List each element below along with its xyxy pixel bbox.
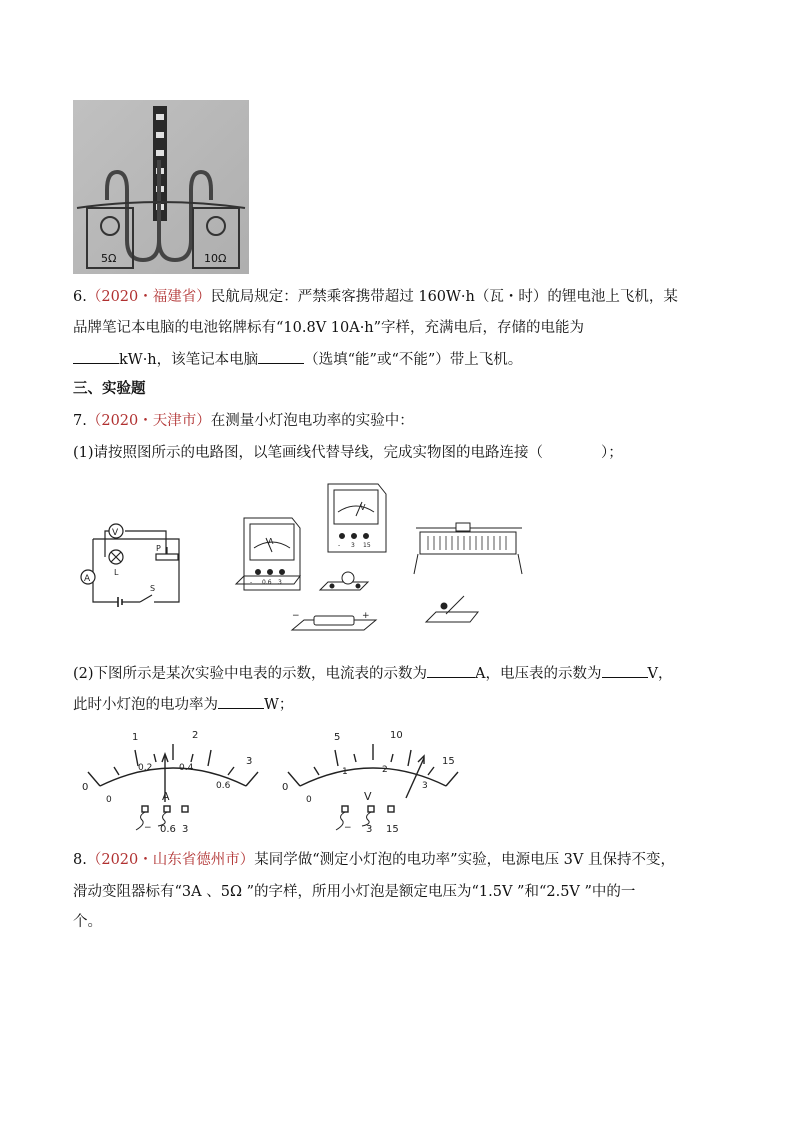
svg-text:2: 2 — [382, 765, 388, 775]
circuit-s: S — [150, 584, 156, 593]
answer-blank[interactable] — [427, 663, 475, 678]
q6-line3 — [73, 349, 522, 370]
svg-text:3: 3 — [182, 824, 189, 835]
q8-text: 某同学做“测定小灯泡的电功率”实验，电源电压 3V 且保持不变， — [254, 852, 675, 868]
q7-part2-line2 — [73, 694, 293, 715]
svg-text:10: 10 — [390, 730, 403, 741]
answer-blank[interactable] — [218, 694, 264, 709]
q8-number: 8. — [73, 852, 87, 868]
svg-text:0.6: 0.6 — [262, 579, 272, 586]
svg-text:3: 3 — [351, 542, 355, 549]
q7-part2-line2-text: 此时小灯泡的电功率为 — [73, 697, 218, 713]
svg-text:V: V — [364, 790, 372, 803]
q7-part2-line1 — [73, 663, 673, 684]
am-outer-2: 2 — [192, 730, 199, 741]
label-5ohm: 5Ω — [101, 252, 117, 265]
voltmeter-dial — [278, 722, 468, 840]
q8-line2: 滑动变阻器标有“3A 、5Ω ”的字样，所用小灯泡是额定电压为“1.5V ”和“2.5V ”中的一 — [73, 884, 636, 900]
q7-source: （2020・天津市） — [86, 413, 211, 429]
svg-text:5: 5 — [334, 732, 341, 743]
am-inner-3: 0.6 — [216, 781, 231, 791]
svg-text:-: - — [338, 542, 341, 549]
q8-line1 — [73, 850, 675, 870]
q7-number: 7. — [73, 413, 87, 429]
svg-text:3: 3 — [366, 824, 373, 835]
svg-text:0.6: 0.6 — [160, 824, 176, 835]
circuit-p: P — [156, 544, 161, 553]
ammeter-dial — [78, 722, 268, 840]
q7-part2-line2-end: W； — [264, 697, 294, 713]
q7-text: 在测量小灯泡电功率的实验中： — [210, 413, 414, 429]
am-outer-3: 3 — [246, 756, 253, 767]
components-figure — [232, 480, 532, 643]
answer-blank[interactable] — [73, 349, 119, 364]
answer-blank[interactable] — [543, 443, 601, 457]
svg-text:1: 1 — [342, 767, 348, 777]
q7-part1 — [73, 443, 623, 463]
q7-part2-text-b: A，电压表的示数为 — [475, 666, 602, 682]
circuit-diagram — [76, 517, 194, 609]
voltmeter-label: V — [360, 503, 366, 512]
am-inner-1: 0.2 — [138, 763, 153, 773]
answer-blank[interactable] — [258, 349, 304, 364]
q6-text: 民航局规定：严禁乘客携带超过 160W·h（瓦・时）的锂电池上飞机，某 — [210, 289, 678, 305]
q7-part1-end: ）； — [601, 445, 623, 461]
q6-tail: （选填“能”或“不能”）带上飞机。 — [304, 352, 523, 368]
q6-line2: 品牌笔记本电脑的电池铭牌标有“10.8V 10A·h”字样，充满电后，存储的电能为 — [73, 320, 585, 336]
q6-line1 — [73, 287, 678, 307]
svg-text:0: 0 — [306, 795, 312, 805]
q7-part1-text: (1)请按照图所示的电路图，以笔画线代替导线，完成实物图的电路连接（ — [73, 445, 544, 461]
svg-text:−: − — [144, 823, 152, 833]
svg-text:−: − — [292, 611, 300, 621]
svg-text:−: − — [344, 823, 352, 833]
ammeter-label: A — [268, 537, 274, 546]
circuit-v: V — [112, 528, 119, 538]
am-inner-0: 0 — [106, 795, 112, 805]
am-inner-2: 0.4 — [179, 763, 194, 773]
svg-text:15: 15 — [363, 542, 371, 549]
svg-text:-: - — [250, 579, 253, 586]
svg-text:0: 0 — [282, 782, 289, 793]
q7-line1 — [73, 411, 414, 431]
svg-text:3: 3 — [422, 781, 428, 791]
am-outer-0: 0 — [82, 782, 89, 793]
q6-unit-text: kW·h，该笔记本电脑 — [119, 352, 259, 368]
svg-text:+: + — [362, 611, 370, 621]
circuit-l: L — [114, 568, 119, 577]
label-10ohm: 10Ω — [204, 252, 227, 265]
section-heading: 三、实验题 — [73, 381, 146, 397]
am-outer-1: 1 — [132, 732, 139, 743]
am-name: A — [162, 790, 170, 803]
svg-text:15: 15 — [386, 824, 399, 835]
answer-blank[interactable] — [602, 663, 648, 678]
circuit-a: A — [84, 574, 91, 584]
q8-source: （2020・山东省德州市） — [86, 852, 255, 868]
q8-line3: 个。 — [73, 914, 102, 930]
svg-text:3: 3 — [278, 579, 282, 586]
apparatus-photo — [73, 100, 249, 274]
svg-text:15: 15 — [442, 756, 455, 767]
q6-source: （2020・福建省） — [86, 289, 211, 305]
q6-number: 6. — [73, 289, 87, 305]
q7-part2-text-c: V， — [647, 666, 673, 682]
q7-part2-text-a: (2)下图所示是某次实验中电表的示数，电流表的示数为 — [73, 666, 428, 682]
